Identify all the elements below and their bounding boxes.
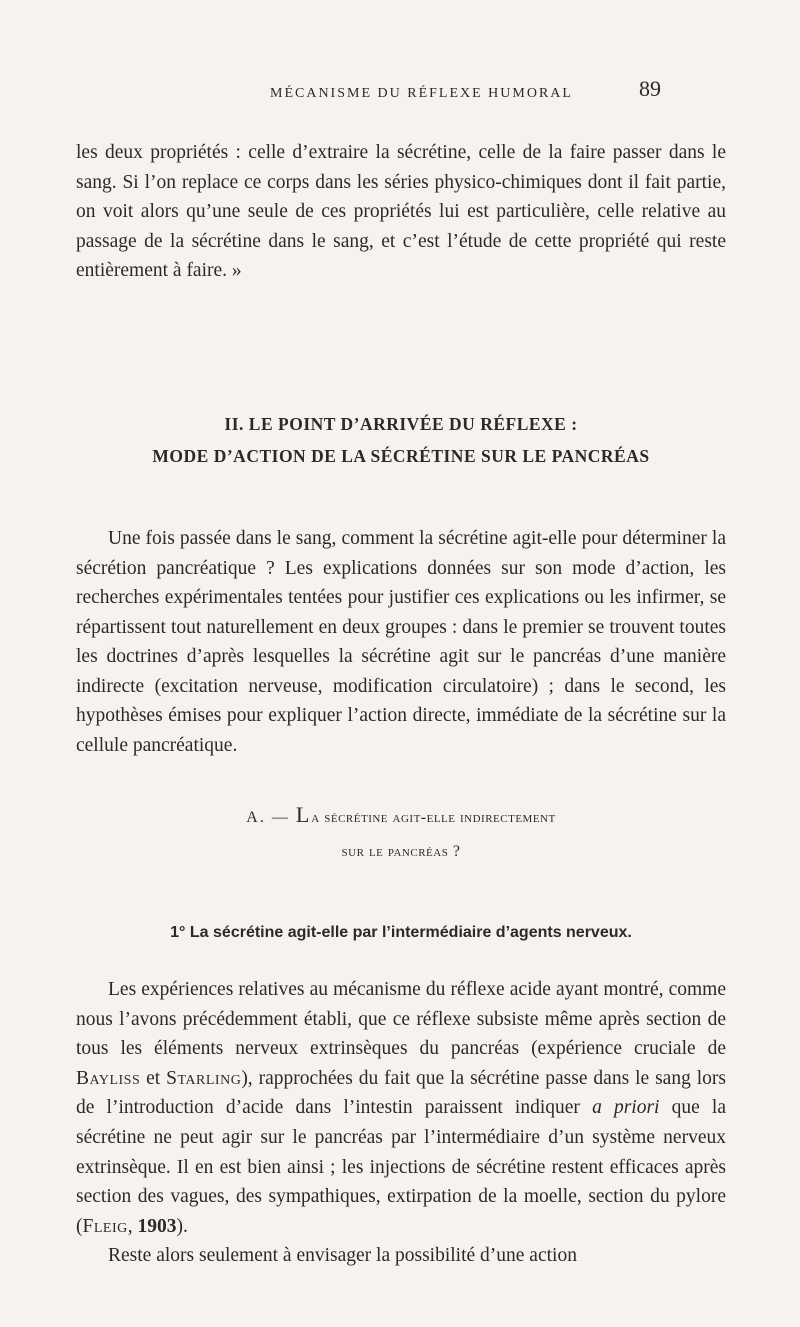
section-2-heading-line-1: II. LE POINT D’ARRIVÉE DU RÉFLEXE : [224,414,578,434]
section-2-heading [76,408,726,472]
running-head: MÉCANISME DU RÉFLEXE HUMORAL [270,86,573,101]
paragraph-1 [76,138,726,286]
paragraph-3-part-3: que la sécrétine ne peut agir sur le pancréas par l’intermédiaire d’un système nerveux extrinsèque. Il en est bien ainsi ; les injections de sécrétine restent efficaces après section des vagues, des sympathiques, extirpation de la moelle, section du pylore ( [76,1097,727,1237]
subsection-1-heading: 1° La sécrétine agit-elle par l’intermédiaire d’agents nerveux. [170,924,632,941]
section-a-heading-line-2: sur le pancréas ? [341,843,461,860]
section-a-heading [76,798,726,869]
paragraph-3-part-4: ). [176,1215,188,1237]
paragraph-3-last-line: Reste alors seulement à envisager la possibilité d’une action [108,1245,577,1267]
paragraph-3-et: et [140,1067,167,1089]
a-priori-italic: a priori [592,1097,660,1119]
citation-year: 1903 [137,1215,177,1237]
section-a-heading-line-1 [76,798,726,835]
section-a-line-1-rest: a sécrétine agit-elle indirectement [311,809,556,826]
section-a-prefix: A. — [246,809,296,826]
author-bayliss: Bayliss [76,1067,141,1089]
paragraph-3 [76,975,726,1271]
paragraph-3-part-2: ), rapprochées du fait que la sécrétine passe dans le sang lors de l’introduction d’acide dans l’intestin paraissent indiquer [76,1067,726,1119]
paragraph-3-text [76,975,726,1241]
paragraph-3-part-1: Les expériences relatives au mécanisme du réflexe acide ayant montré, comme nous l’avons précédemment établi, que ce réflexe subsiste même après section de tous les éléments nerveux extrinsèques du pancréas (expérience cruciale de [76,979,726,1060]
paragraph-1-text: les deux propriétés : celle d’extraire la sécrétine, celle de la faire passer dans le sang. Si l’on replace ce corps dans les séries physico-chimiques dont il fait partie, on voit alors qu’une seule de ces propriétés lui est particulière, celle relative au passage de la sécrétine dans le sang, et c’est l’étude de cette propriété qui reste entièrement à faire. » [76,142,726,281]
author-fleig: Fleig [82,1215,128,1237]
section-a-big-letter: L [295,802,312,827]
paragraph-3-comma: , [127,1215,138,1237]
author-starling: Starling [166,1067,242,1089]
section-2-heading-line-2: MODE D’ACTION DE LA SÉCRÉTINE SUR LE PANCRÉAS [152,446,650,466]
page-number: 89 [639,76,661,101]
paragraph-2-text: Une fois passée dans le sang, comment la sécrétine agit-elle pour déterminer la sécrétion pancréatique ? Les explications données sur son mode d’action, les recherches expérimentales tentées pour justifier ces explications ou les infirmer, se répartissent tout naturellement en deux groupes : dans le premier se trouvent toutes les doctrines d’après lesquelles la sécrétine agit sur le pancréas d’une manière indirecte (excitation nerveuse, modification circulatoire) ; dans le second, les hypothèses émises pour expliquer l’action directe, immédiate de la sécrétine sur la cellule pancréatique. [76,528,726,756]
paragraph-2 [76,524,726,760]
